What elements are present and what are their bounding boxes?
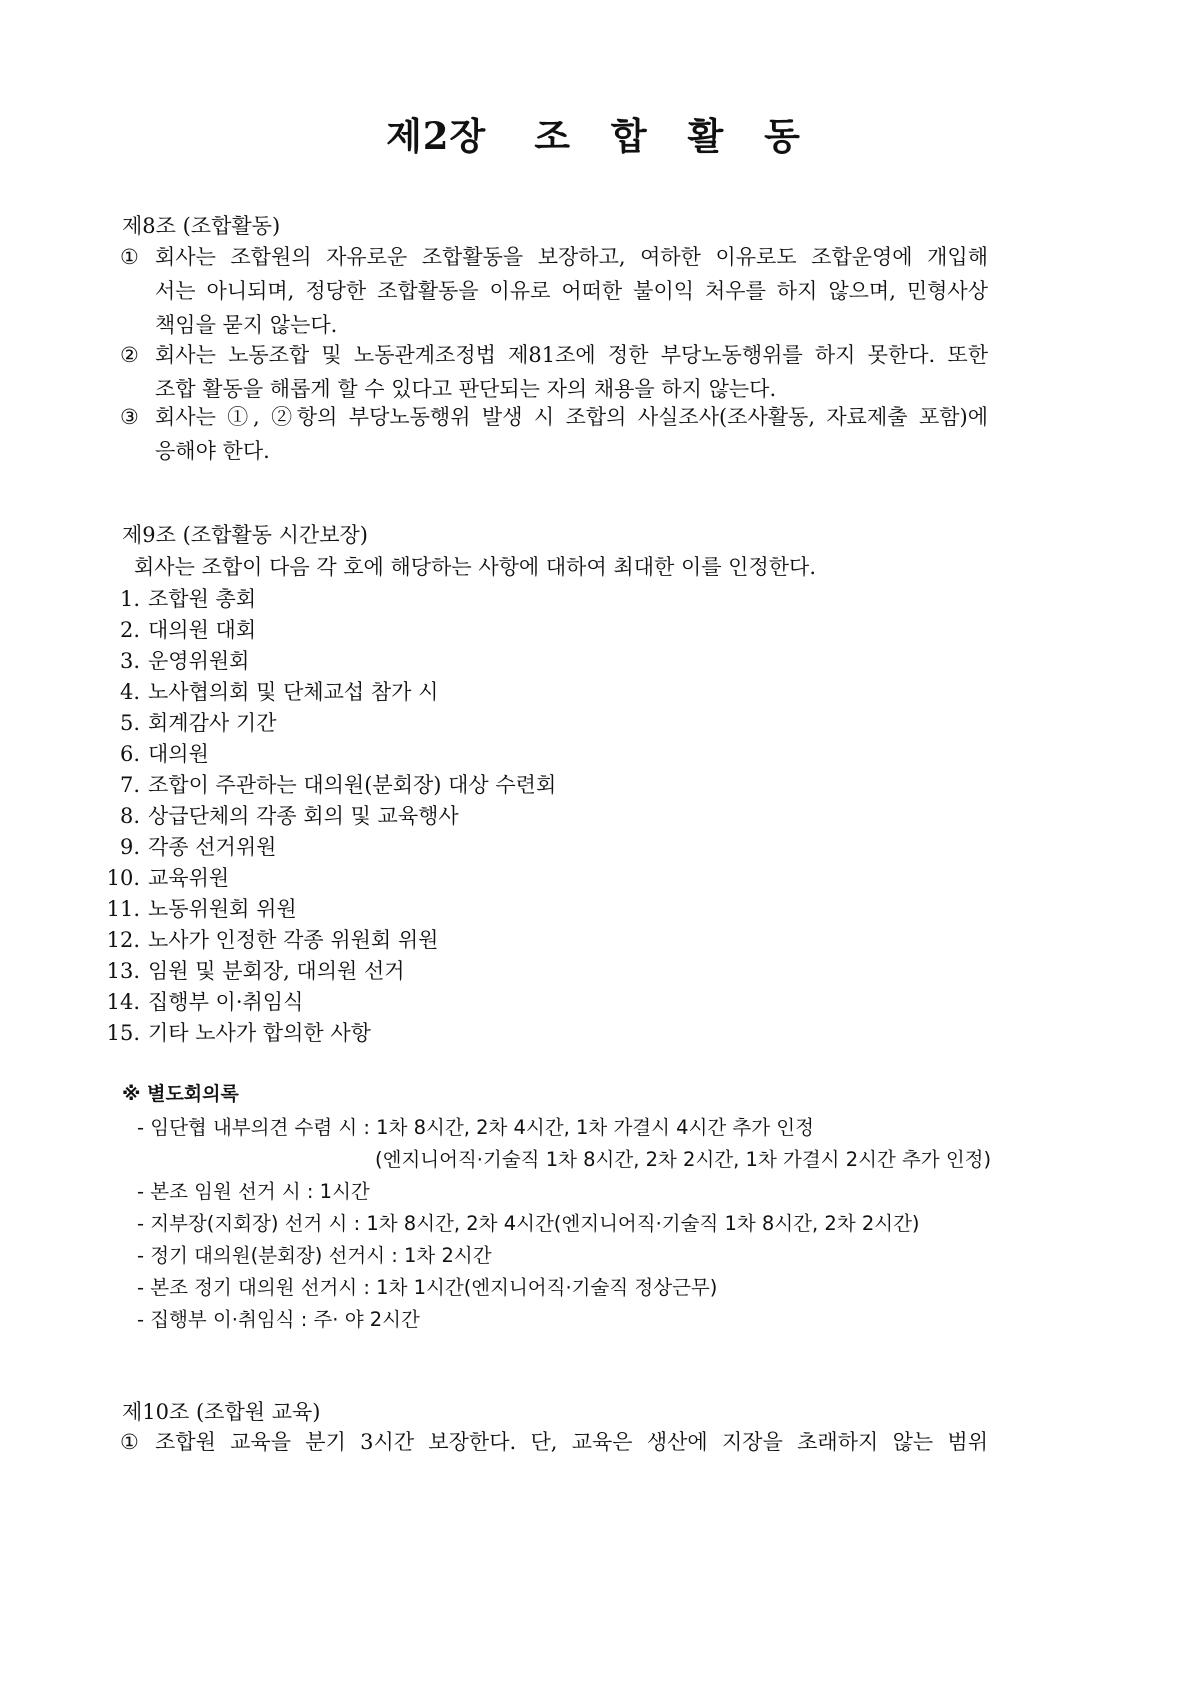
- minutes-line: - 임단협 내부의견 수렴 시 : 1차 8시간, 2차 4시간, 1차 가결시 4시간 추가 인정: [137, 1116, 814, 1139]
- chapter-number: 제2장: [386, 114, 487, 158]
- article-9-heading: 제9조 (조합활동 시간보장): [122, 523, 368, 547]
- paragraph-text: 회사는 조합원의 자유로운 조합활동을 보장하고, 여하한 이유로도 조합운영에 개입해: [155, 245, 988, 269]
- article-8-heading: 제8조 (조합활동): [122, 214, 281, 238]
- list-item: 1. 조합원 총회: [119, 587, 257, 611]
- list-item: 3. 운영위원회: [119, 649, 250, 673]
- minutes-line: - 지부장(지회장) 선거 시 : 1차 8시간, 2차 4시간(엔지니어직·기술직 1차 8시간, 2차 2시간): [137, 1212, 920, 1235]
- paragraph-text: 책임을 묻지 않는다.: [155, 313, 338, 337]
- list-item: 8. 상급단체의 각종 회의 및 교육행사: [119, 804, 459, 828]
- paragraph-text: 서는 아니되며, 정당한 조합활동을 이유로 어떠한 불이익 처우를 하지 않으며, 민형사상: [155, 279, 988, 303]
- list-item: 13. 임원 및 분회장, 대의원 선거: [106, 959, 405, 983]
- article-10-heading: 제10조 (조합원 교육): [122, 1400, 321, 1424]
- list-item: 12. 노사가 인정한 각종 위원회 위원: [106, 928, 439, 952]
- chapter-title: [0, 106, 1200, 160]
- minutes-line: - 정기 대의원(분회장) 선거시 : 1차 2시간: [137, 1244, 492, 1267]
- minutes-line: - 본조 임원 선거 시 : 1시간: [137, 1180, 370, 1203]
- article-10-paragraph-1: [120, 1425, 988, 1459]
- chapter-name: 조 합 활 동: [534, 114, 814, 158]
- paragraph-text: 조합 활동을 해롭게 할 수 있다고 판단되는 자의 채용을 하지 않는다.: [155, 377, 777, 401]
- minutes-line: - 집행부 이·취임식 : 주· 야 2시간: [137, 1308, 420, 1331]
- article-9-intro: 회사는 조합이 다음 각 호에 해당하는 사항에 대하여 최대한 이를 인정한다.: [134, 555, 817, 579]
- paragraph-text: 조합원 교육을 분기 3시간 보장한다. 단, 교육은 생산에 지장을 초래하지 않는 범위: [155, 1430, 988, 1454]
- article-8-paragraph-1: [120, 240, 988, 342]
- minutes-heading: ※ 별도회의록: [122, 1083, 239, 1105]
- article-8-paragraph-2: [120, 338, 988, 406]
- paragraph-number: ②: [120, 343, 139, 367]
- paragraph-text: 회사는 노동조합 및 노동관계조정법 제81조에 정한 부당노동행위를 하지 못한다. 또한: [155, 343, 988, 367]
- list-item: 4. 노사협의회 및 단체교섭 참가 시: [119, 680, 439, 704]
- list-item: 6. 대의원: [119, 742, 209, 766]
- list-item: 2. 대의원 대회: [119, 618, 257, 642]
- minutes-line: (엔지니어직·기술직 1차 8시간, 2차 2시간, 1차 가결시 2시간 추가 인정): [375, 1148, 992, 1171]
- list-item: 10. 교육위원: [106, 866, 230, 890]
- article-8-paragraph-3: [120, 400, 988, 468]
- list-item: 14. 집행부 이·취임식: [106, 990, 304, 1014]
- list-item: 11. 노동위원회 위원: [106, 897, 297, 921]
- paragraph-number: ①: [120, 1430, 139, 1454]
- paragraph-text: 응해야 한다.: [155, 439, 270, 463]
- list-item: 5. 회계감사 기간: [119, 711, 277, 735]
- paragraph-text: 회사는 ①, ②항의 부당노동행위 발생 시 조합의 사실조사(조사활동, 자료제출 포함)에: [155, 405, 988, 429]
- paragraph-number: ③: [120, 405, 139, 429]
- paragraph-number: ①: [120, 245, 139, 269]
- list-item: 7. 조합이 주관하는 대의원(분회장) 대상 수련회: [119, 773, 557, 797]
- list-item: 15. 기타 노사가 합의한 사항: [106, 1021, 371, 1045]
- minutes-line: - 본조 정기 대의원 선거시 : 1차 1시간(엔지니어직·기술직 정상근무): [137, 1276, 718, 1299]
- list-item: 9. 각종 선거위원: [119, 835, 277, 859]
